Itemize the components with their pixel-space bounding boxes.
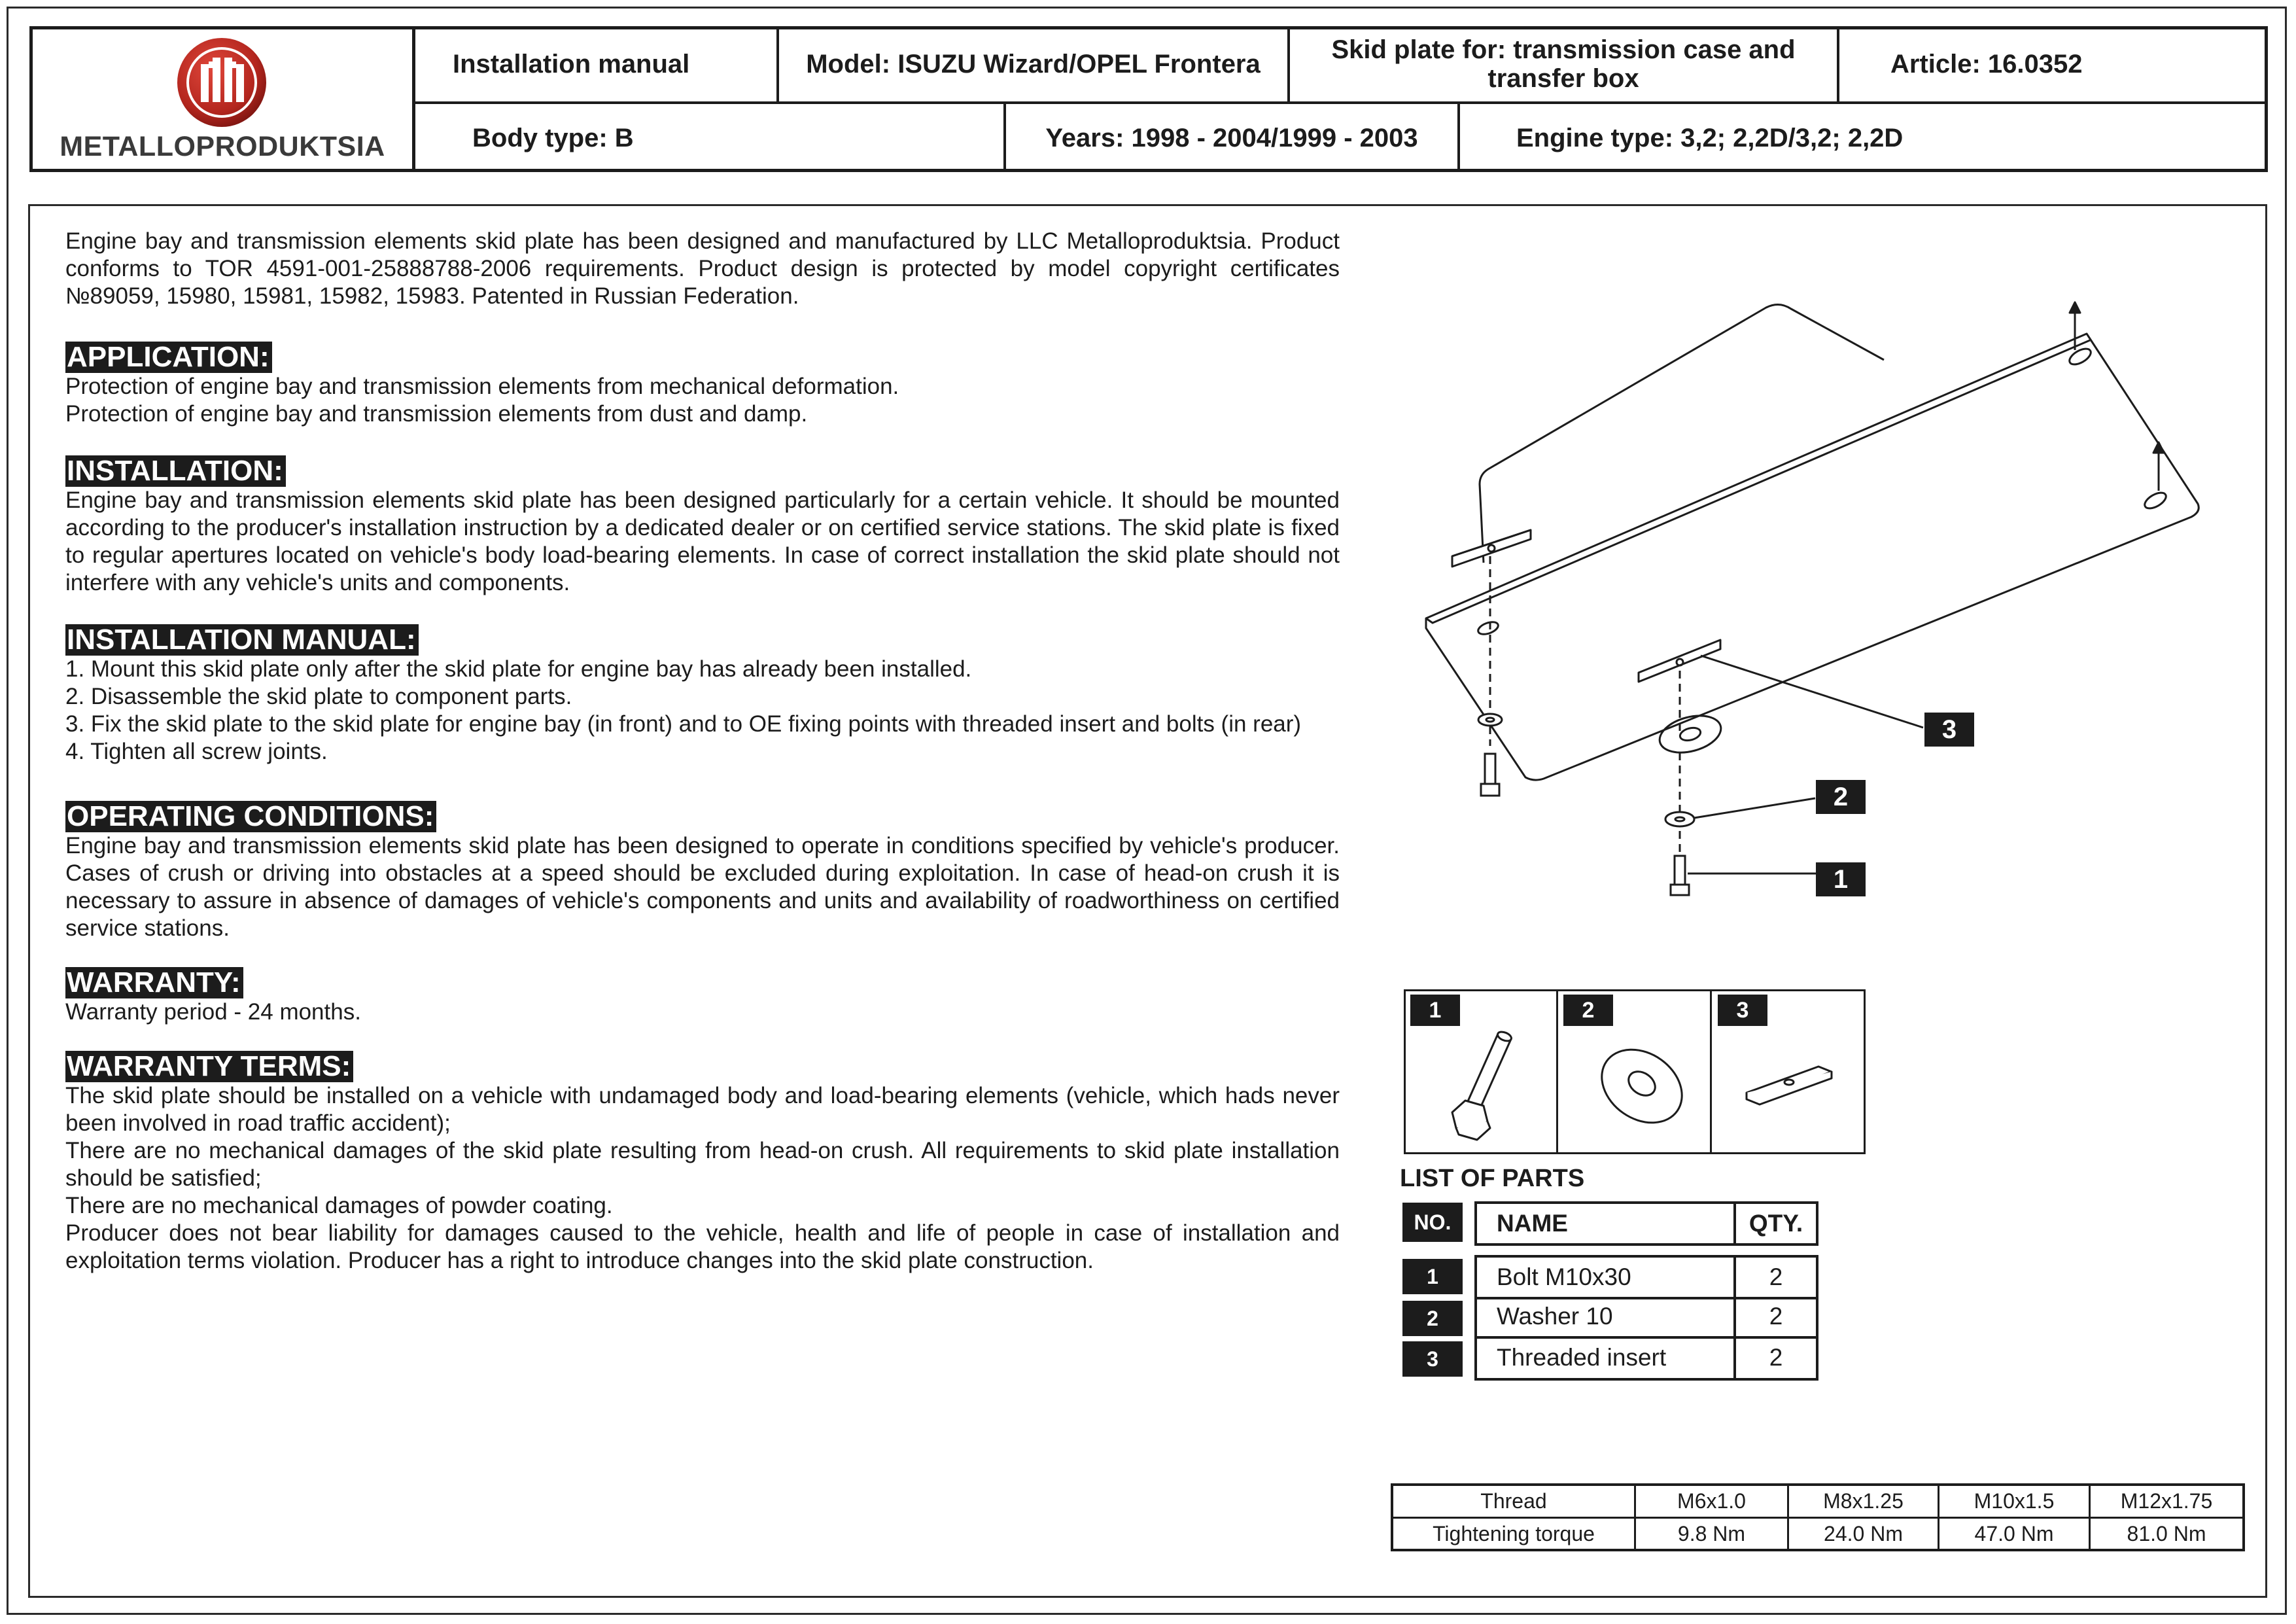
- thumb-label-3: 3: [1718, 995, 1767, 1026]
- manual-step: 4. Tighten all screw joints.: [65, 739, 328, 764]
- torque-value: 47.0 Nm: [1974, 1521, 2054, 1545]
- torque-value: 24.0 Nm: [1824, 1521, 1903, 1545]
- heading-operating-conditions: OPERATING CONDITIONS:: [65, 801, 436, 832]
- row-qty: 2: [1733, 1337, 1818, 1381]
- callout-3: 3: [1924, 713, 1974, 747]
- terms-line: The skid plate should be installed on a vehicle with undamaged body and load-bearing elements (vehicle, which hads never been involved in road traffic accident);: [65, 1083, 1340, 1136]
- application-line: Protection of engine bay and transmission elements from dust and damp.: [65, 401, 808, 427]
- logo-cell: [29, 26, 415, 172]
- manual-step: 1. Mount this skid plate only after the skid plate for engine bay has already been installed.: [65, 656, 972, 682]
- thread-size: M6x1.0: [1677, 1489, 1746, 1513]
- callout-2: 2: [1816, 780, 1866, 814]
- torque-value: 9.8 Nm: [1677, 1521, 1746, 1545]
- skid-plate-outline: [1426, 334, 2199, 780]
- terms-line: Producer does not bear liability for damages caused to the vehicle, health and life of people in case of installation and exploitation terms violation. Producer has a right to introduce changes into the skid plate construction.: [65, 1220, 1340, 1273]
- header-no: NO.: [1402, 1203, 1463, 1242]
- brand-name: METALLOPRODUKTSIA: [60, 131, 385, 162]
- torque-label: Tightening torque: [1433, 1521, 1595, 1545]
- heading-warranty-terms: WARRANTY TERMS:: [65, 1051, 353, 1082]
- right-bolt: [1675, 856, 1685, 885]
- leader-line-2: [1694, 798, 1815, 818]
- engine-type: Engine type: 3,2; 2,2D/3,2; 2,2D: [1516, 124, 1904, 152]
- article: Article: 16.0352: [1890, 49, 2083, 79]
- terms-line: There are no mechanical damages of powder coating.: [65, 1193, 613, 1218]
- header-qty: QTY.: [1733, 1201, 1818, 1246]
- thumb-label-1: 1: [1410, 995, 1460, 1026]
- skid-plate-for: Skid plate for: transmission case and transfer box: [1331, 35, 1796, 93]
- row-name: Washer 10: [1474, 1297, 1736, 1339]
- thumb-divider: [1556, 989, 1558, 1154]
- heading-installation-manual: INSTALLATION MANUAL:: [65, 624, 419, 656]
- row-qty: 2: [1733, 1255, 1818, 1299]
- row-name: Bolt M10x30: [1474, 1255, 1736, 1299]
- body-type: Body type: B: [472, 124, 634, 152]
- thread-size: M10x1.5: [1974, 1489, 2055, 1513]
- row-no: 1: [1402, 1259, 1463, 1294]
- model: Model: ISUZU Wizard/OPEL Frontera: [806, 49, 1261, 79]
- heading-warranty: WARRANTY:: [65, 967, 243, 998]
- manual-step: 2. Disassemble the skid plate to component parts.: [65, 684, 572, 709]
- installation-paragraph: Engine bay and transmission elements skid plate has been designed particularly for a certain vehicle. It should be mounted according to the producer's installation instruction by a dedicated dealer or on certified service stations. The skid plate is fixed to regular apertures located on vehicle's body load-bearing elements. In case of correct installation the skid plate should not interfere with any vehicle's units and components.: [65, 487, 1340, 595]
- text-column: [65, 228, 1340, 1275]
- manual-step: 3. Fix the skid plate to the skid plate for engine bay (in front) and to OE fixing points with threaded insert and bolts (in rear): [65, 711, 1302, 737]
- brand-logo-icon: [175, 35, 269, 130]
- warranty-period: Warranty period - 24 months.: [65, 999, 361, 1025]
- thread-size: M8x1.25: [1823, 1489, 1904, 1513]
- header-name: NAME: [1474, 1201, 1736, 1246]
- intro-paragraph: Engine bay and transmission elements skid plate has been designed and manufactured by LLC Metalloproduktsia. Product conforms to TOR 4591-001-25888788-2006 requirements. Product design is protected by model copyright certificates №89059, 15980, 15981, 15982, 15983. Patented in Russian Federation.: [65, 228, 1340, 309]
- years: Years: 1998 - 2004/1999 - 2003: [1045, 124, 1418, 152]
- thumb-label-2: 2: [1563, 995, 1613, 1026]
- heading-application: APPLICATION:: [65, 342, 272, 373]
- threaded-insert-icon: [1727, 1034, 1858, 1132]
- bolt-icon: [1426, 1021, 1550, 1145]
- list-of-parts-title: LIST OF PARTS: [1400, 1165, 1585, 1192]
- thread-size: M12x1.75: [2120, 1489, 2213, 1513]
- row-no: 3: [1402, 1341, 1463, 1377]
- row-name: Threaded insert: [1474, 1337, 1736, 1381]
- terms-line: There are no mechanical damages of the skid plate resulting from head-on crush. All requirements to skid plate installation should be satisfied;: [65, 1138, 1340, 1191]
- threaded-insert-left: [1452, 530, 1531, 567]
- doc-type: Installation manual: [453, 49, 690, 79]
- exploded-assembly-diagram: [1413, 288, 2224, 916]
- torque-value: 81.0 Nm: [2127, 1521, 2206, 1545]
- thumb-divider: [1710, 989, 1712, 1154]
- row-qty: 2: [1733, 1297, 1818, 1339]
- washer-icon: [1576, 1021, 1707, 1145]
- callout-1: 1: [1816, 862, 1866, 896]
- thread-label: Thread: [1480, 1489, 1547, 1513]
- application-line: Protection of engine bay and transmission elements from mechanical deformation.: [65, 374, 899, 399]
- left-bolt: [1485, 754, 1495, 784]
- heading-installation: INSTALLATION:: [65, 455, 286, 487]
- operating-paragraph: Engine bay and transmission elements skid plate has been designed to operate in conditions specified by vehicle's producer. Cases of crush or driving into obstacles at a speed should be excluded during exploitation. In case of head-on crush it is necessary to assure in absence of damages of vehicle's components and units and availability of roadworthiness on certified service stations.: [65, 833, 1340, 941]
- row-no: 2: [1402, 1301, 1463, 1336]
